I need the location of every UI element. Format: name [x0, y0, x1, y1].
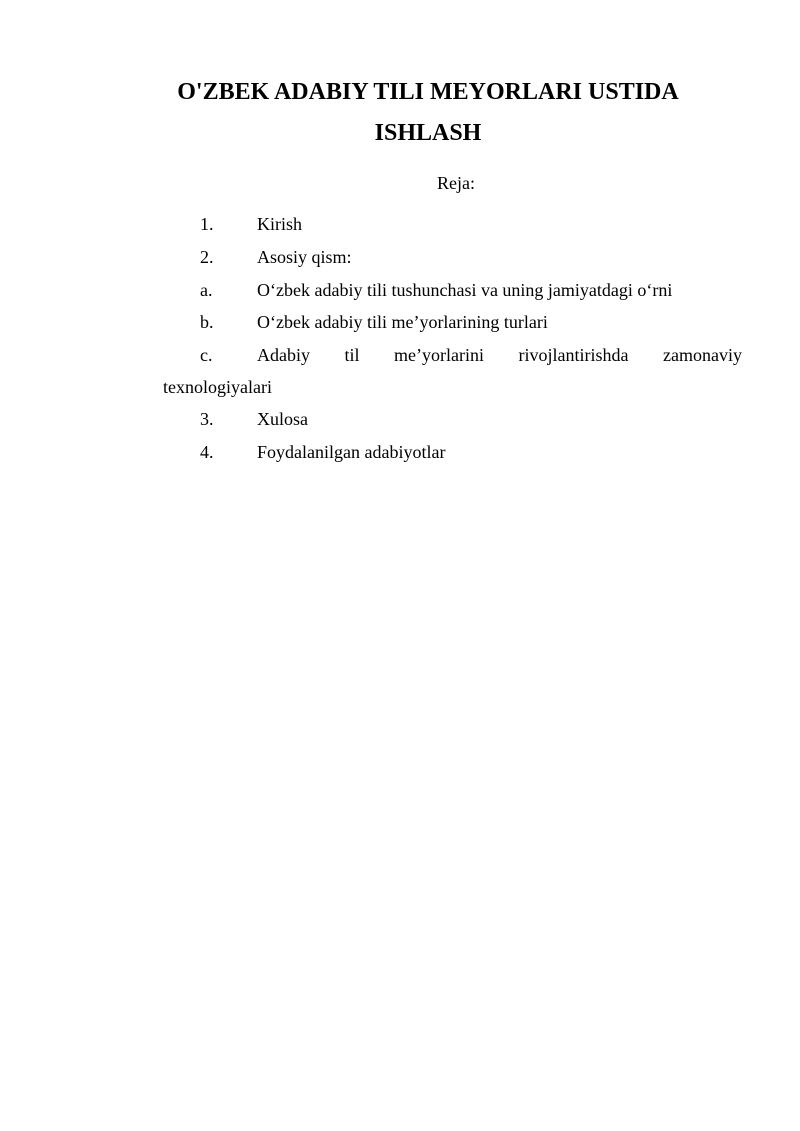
plan-word: me’yorlarini	[394, 345, 484, 365]
plan-item-text: Asosiy qism:	[257, 247, 352, 267]
plan-item-text: Kirish	[257, 214, 302, 234]
plan-item-marker: 4.	[200, 442, 214, 462]
plan-item-text: Foydalanilgan adabiyotlar	[257, 442, 446, 462]
plan-word: zamonaviy	[662, 345, 742, 365]
plan-item-marker: 3.	[200, 409, 214, 429]
plan-heading: Reja:	[437, 173, 475, 193]
plan-item-text: O‘zbek adabiy tili tushunchasi va uning jamiyatdagi o‘rni	[257, 280, 673, 300]
plan-item-text: Xulosa	[257, 409, 308, 429]
plan-item-marker: b.	[200, 312, 214, 332]
plan-item-text-justified	[257, 344, 742, 366]
plan-item-text: O‘zbek adabiy tili me’yorlarining turlari	[257, 312, 548, 332]
plan-word: til	[344, 345, 360, 365]
plan-item-c-continuation: texnologiyalari	[163, 377, 272, 397]
plan-item-marker: a.	[200, 280, 213, 300]
document-title-line-1: O'ZBEK ADABIY TILI MEYORLARI USTIDA	[177, 79, 679, 105]
plan-item-marker: c.	[200, 345, 213, 365]
plan-item-marker: 2.	[200, 247, 214, 267]
plan-item-marker: 1.	[200, 214, 214, 234]
plan-word: rivojlantirishda	[518, 345, 629, 365]
document-title-line-2: ISHLASH	[374, 120, 482, 146]
plan-word: Adabiy	[257, 345, 310, 365]
